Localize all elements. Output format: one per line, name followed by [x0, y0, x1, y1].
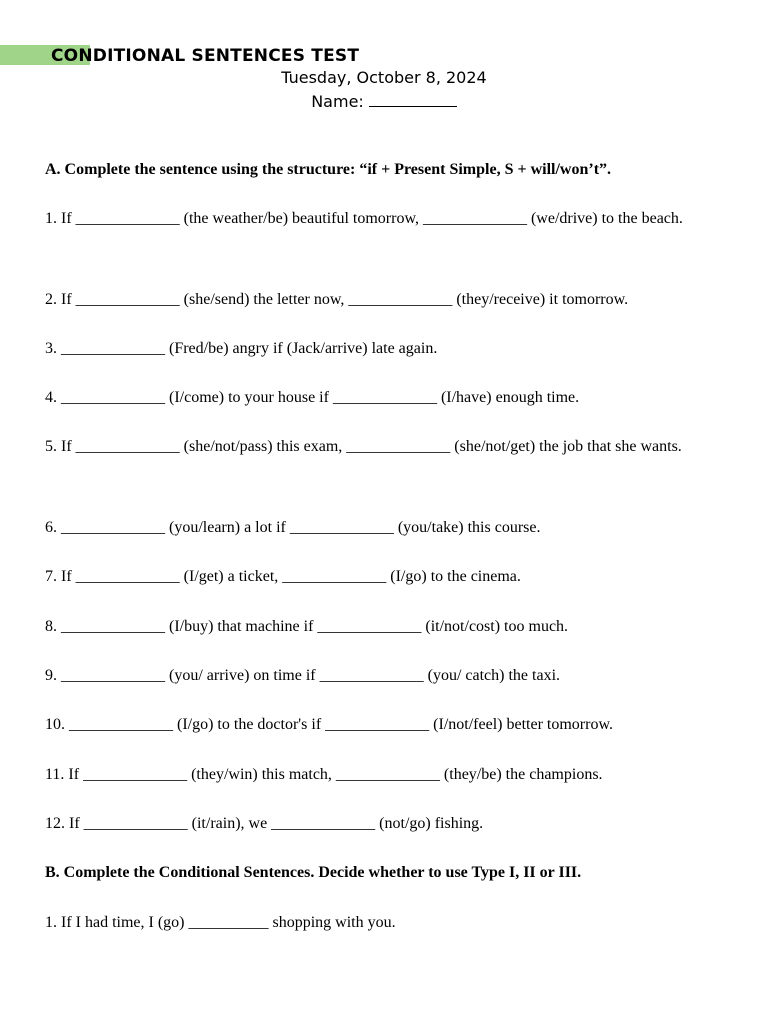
section-a-heading: A. Complete the sentence using the structure: “if + Present Simple, S + will/won’t”.	[45, 161, 612, 178]
question-a-9: 9. _____________ (you/ arrive) on time if _____________ (you/ catch) the taxi.	[45, 667, 561, 684]
name-label: Name:	[311, 92, 364, 111]
question-b-1: 1. If I had time, I (go) __________ shopping with you.	[45, 914, 396, 931]
question-a-11: 11. If _____________ (they/win) this match, _____________ (they/be) the champions.	[45, 766, 603, 783]
question-a-5: 5. If _____________ (she/not/pass) this exam, _____________ (she/not/get) the job that she wants.	[45, 438, 682, 455]
question-a-4: 4. _____________ (I/come) to your house if _____________ (I/have) enough time.	[45, 389, 580, 406]
question-a-6: 6. _____________ (you/learn) a lot if _____________ (you/take) this course.	[45, 519, 541, 536]
document-title: CONDITIONAL SENTENCES TEST	[51, 46, 360, 66]
question-a-10: 10. _____________ (I/go) to the doctor's if _____________ (I/not/feel) better tomorrow.	[45, 716, 613, 733]
question-a-3: 3. _____________ (Fred/be) angry if (Jack/arrive) late again.	[45, 340, 438, 357]
name-blank-field[interactable]	[369, 90, 457, 107]
section-b-heading: B. Complete the Conditional Sentences. Decide whether to use Type I, II or III.	[45, 864, 582, 881]
question-a-8: 8. _____________ (I/buy) that machine if _____________ (it/not/cost) too much.	[45, 618, 569, 635]
question-a-1: 1. If _____________ (the weather/be) beautiful tomorrow, _____________ (we/drive) to the beach.	[45, 210, 683, 227]
name-line	[0, 90, 768, 111]
question-a-7: 7. If _____________ (I/get) a ticket, _____________ (I/go) to the cinema.	[45, 568, 521, 585]
test-date: Tuesday, October 8, 2024	[281, 68, 487, 87]
question-a-2: 2. If _____________ (she/send) the letter now, _____________ (they/receive) it tomorrow.	[45, 291, 629, 308]
question-a-12: 12. If _____________ (it/rain), we _____________ (not/go) fishing.	[45, 815, 484, 832]
